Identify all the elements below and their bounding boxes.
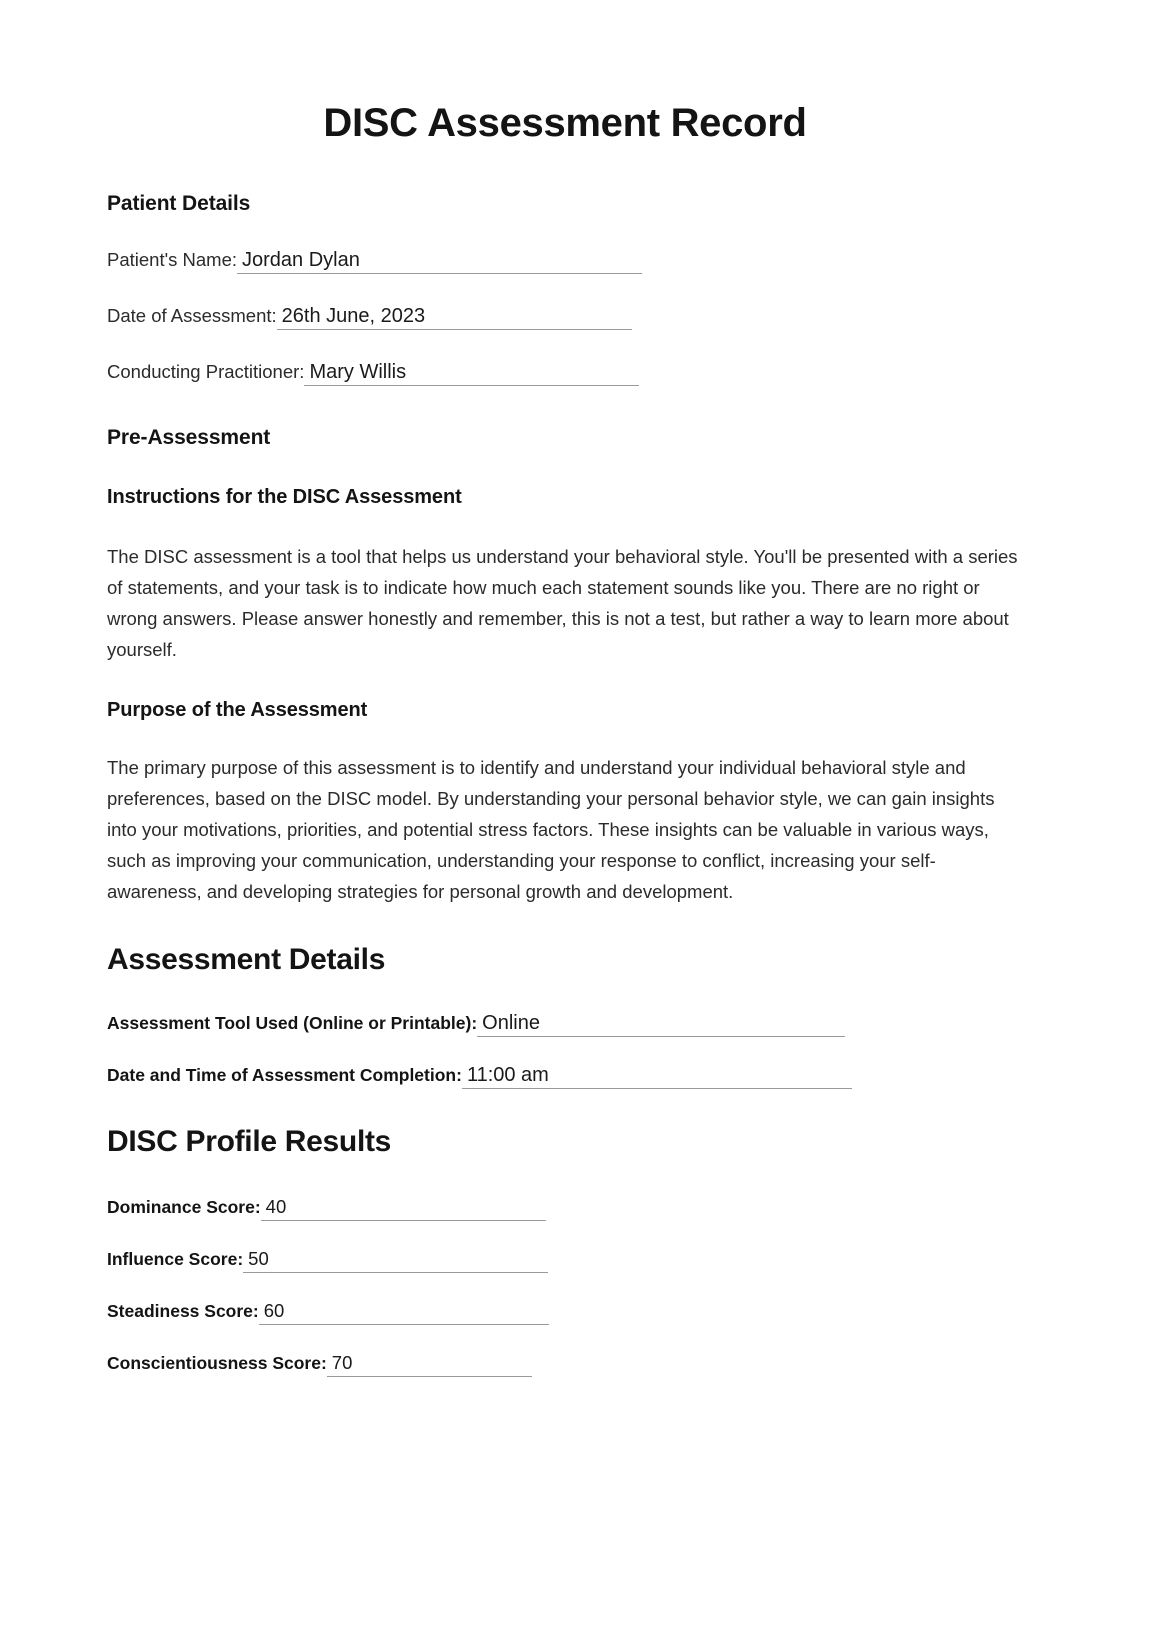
section-heading-patient-details: Patient Details (107, 192, 251, 215)
field-dominance-score[interactable] (107, 1195, 1023, 1221)
field-patient-name[interactable] (107, 248, 1023, 274)
field-steadiness-score[interactable] (107, 1299, 1023, 1325)
field-value-assessment-completion-time[interactable]: 11:00 am (462, 1063, 852, 1089)
section-heading-pre-assessment: Pre-Assessment (107, 426, 271, 449)
field-label-assessment-tool-used: Assessment Tool Used (Online or Printable): (107, 1013, 478, 1033)
field-label-dominance-score: Dominance Score: (107, 1197, 261, 1217)
field-date-of-assessment[interactable] (107, 304, 1023, 330)
field-assessment-tool-used[interactable] (107, 1011, 1023, 1037)
field-conscientiousness-score[interactable] (107, 1351, 1023, 1377)
field-value-steadiness-score[interactable]: 60 (259, 1299, 549, 1325)
subsection-heading-purpose: Purpose of the Assessment (107, 699, 368, 721)
field-label-patient-name: Patient's Name: (107, 249, 238, 270)
field-value-patient-name[interactable]: Jordan Dylan (237, 248, 642, 274)
field-value-date-of-assessment[interactable]: 26th June, 2023 (277, 304, 632, 330)
field-value-dominance-score[interactable]: 40 (261, 1195, 546, 1221)
field-value-influence-score[interactable]: 50 (243, 1247, 548, 1273)
field-label-conducting-practitioner: Conducting Practitioner: (107, 361, 305, 382)
document-content (107, 0, 1023, 1377)
section-heading-assessment-details: Assessment Details (107, 943, 386, 976)
page-title: DISC Assessment Record (323, 101, 807, 145)
field-value-conscientiousness-score[interactable]: 70 (327, 1351, 532, 1377)
subsection-heading-instructions: Instructions for the DISC Assessment (107, 486, 462, 508)
instructions-paragraph: The DISC assessment is a tool that helps us understand your behavioral style. You'll be presented with a series of statements, and your task is to indicate how much each statement sounds like you. There are no right or wrong answers. Please answer honestly and remember, this is not a test, but rather a way to learn more about yourself. (107, 546, 1018, 660)
field-assessment-completion-time[interactable] (107, 1063, 1023, 1089)
field-label-assessment-completion-time: Date and Time of Assessment Completion: (107, 1065, 462, 1085)
section-heading-disc-profile-results: DISC Profile Results (107, 1125, 392, 1158)
field-value-assessment-tool-used[interactable]: Online (477, 1011, 845, 1037)
field-label-steadiness-score: Steadiness Score: (107, 1301, 259, 1321)
field-label-conscientiousness-score: Conscientiousness Score: (107, 1353, 327, 1373)
field-label-date-of-assessment: Date of Assessment: (107, 305, 277, 326)
field-conducting-practitioner[interactable] (107, 360, 1023, 386)
field-value-conducting-practitioner[interactable]: Mary Willis (304, 360, 639, 386)
field-label-influence-score: Influence Score: (107, 1249, 244, 1269)
purpose-paragraph: The primary purpose of this assessment is to identify and understand your individual behavioral style and preferences, based on the DISC model. By understanding your personal behavior style, we can gain insights into your motivations, priorities, and potential stress factors. These insights can be valuable in various ways, such as improving your communication, understanding your response to conflict, increasing your self-awareness, and developing strategies for personal growth and development. (107, 757, 995, 902)
field-influence-score[interactable] (107, 1247, 1023, 1273)
